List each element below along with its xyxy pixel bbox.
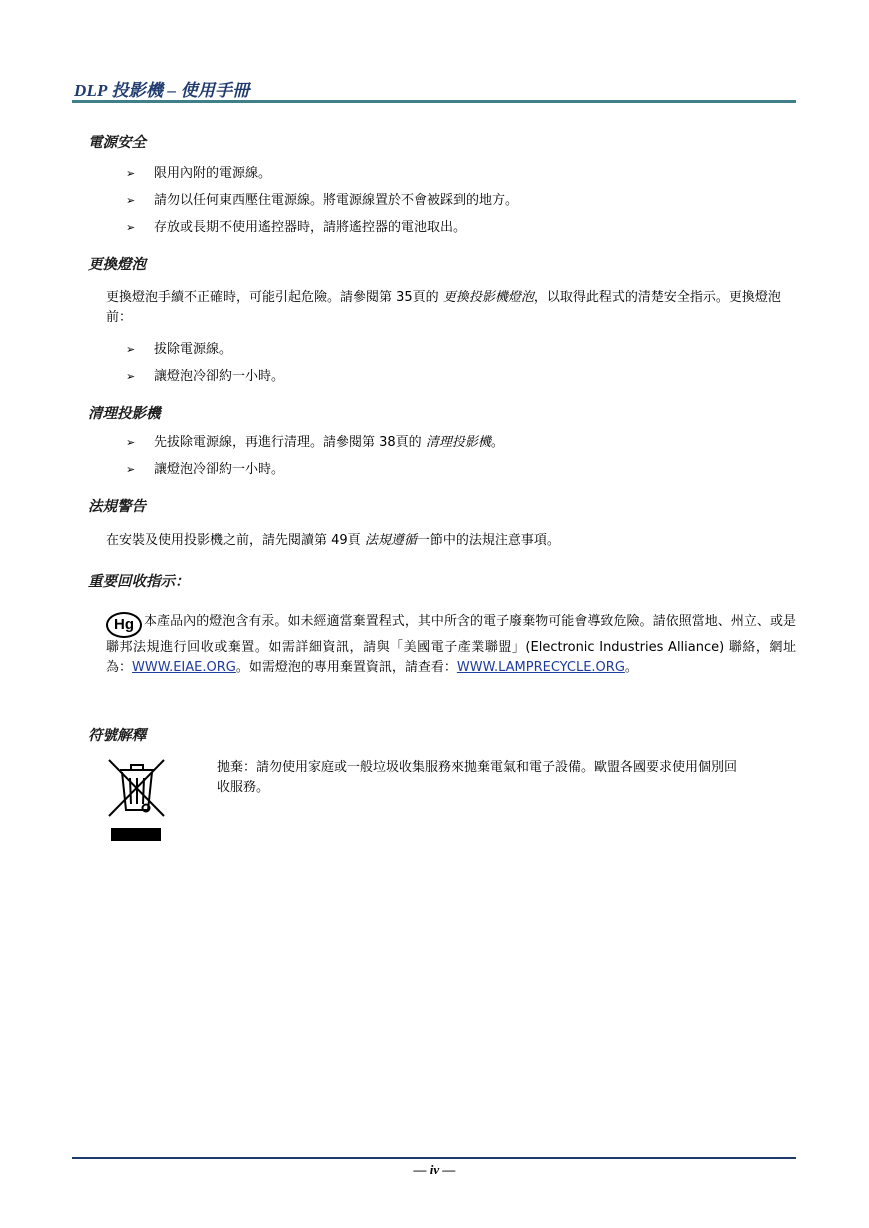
arrow-bullet-icon: ➢ (126, 463, 136, 476)
weee-crossed-bin-icon (106, 756, 166, 844)
section-title-lamp: 更換燈泡 (88, 257, 146, 273)
arrow-bullet-icon: ➢ (126, 194, 136, 207)
arrow-bullet-icon: ➢ (126, 167, 136, 180)
list-item: ➢ 存放或長期不使用遙控器時，請將遙控器的電池取出。 (126, 220, 467, 235)
lamprecycle-link[interactable]: WWW.LAMPRECYCLE.ORG (456, 660, 625, 675)
footer-rule (72, 1157, 796, 1159)
list-item: ➢ 讓燈泡冷卻約一小時。 (126, 462, 285, 477)
section-title-symbols: 符號解釋 (88, 728, 146, 744)
section-title-recycle: 重要回收指示： (88, 574, 190, 590)
eiae-link[interactable]: WWW.EIAE.ORG (132, 660, 236, 675)
mercury-hg-icon: Hg (106, 612, 142, 638)
list-item: ➢ 拔除電源線。 (126, 342, 233, 357)
section-title-clean: 清理投影機 (88, 406, 161, 422)
weee-description: 拋棄：請勿使用家庭或一般垃圾收集服務來拋棄電氣和電子設備。歐盟各國要求使用個別回收服務。 (217, 760, 738, 795)
lamp-paragraph: 更換燈泡手續不正確時，可能引起危險。請參閱第 35頁的 更換投影機燈泡，以取得此程式的清楚安全指示。更換燈泡前： (106, 290, 781, 325)
page-header-title: DLP 投影機 – 使用手冊 (74, 81, 250, 100)
regulatory-paragraph: 在安裝及使用投影機之前，請先閱讀第 49頁 法規遵循一節中的法規注意事項。 (106, 533, 560, 548)
arrow-bullet-icon: ➢ (126, 370, 136, 383)
arrow-bullet-icon: ➢ (126, 343, 136, 356)
lamp-reference-link[interactable]: 更換投影機燈泡 (442, 290, 534, 305)
section-title-regulatory: 法規警告 (88, 499, 146, 515)
arrow-bullet-icon: ➢ (126, 436, 136, 449)
clean-reference-link[interactable]: 清理投影機 (425, 435, 491, 450)
list-item: ➢ 請勿以任何東西壓住電源線。將電源線置於不會被踩到的地方。 (126, 193, 519, 208)
list-item: ➢ 讓燈泡冷卻約一小時。 (126, 369, 285, 384)
section-title-power: 電源安全 (88, 135, 146, 151)
page-number: — iv — (413, 1162, 456, 1177)
list-item: ➢ 先拔除電源線，再進行清理。請參閱第 38頁的 清理投影機。 (126, 435, 504, 450)
header-rule (72, 100, 796, 103)
recycle-paragraph: Hg 本產品內的燈泡含有汞。如未經適當棄置程式，其中所含的電子廢棄物可能會導致危險。請依照當地、州立、或是聯邦法規進行回收或棄置。如需詳細資訊，請與「美國電子產業聯盟」(Electronic Industries Alliance) 聯絡，網址為：WWW.EIAE.ORG。如需燈泡的專用棄置資訊，請查看：WWW.LAMPRECYCLE.ORG。 (106, 614, 796, 675)
list-item: ➢ 限用內附的電源線。 (126, 166, 272, 181)
regulatory-reference-link[interactable]: 法規遵循 (364, 533, 417, 548)
arrow-bullet-icon: ➢ (126, 221, 136, 234)
